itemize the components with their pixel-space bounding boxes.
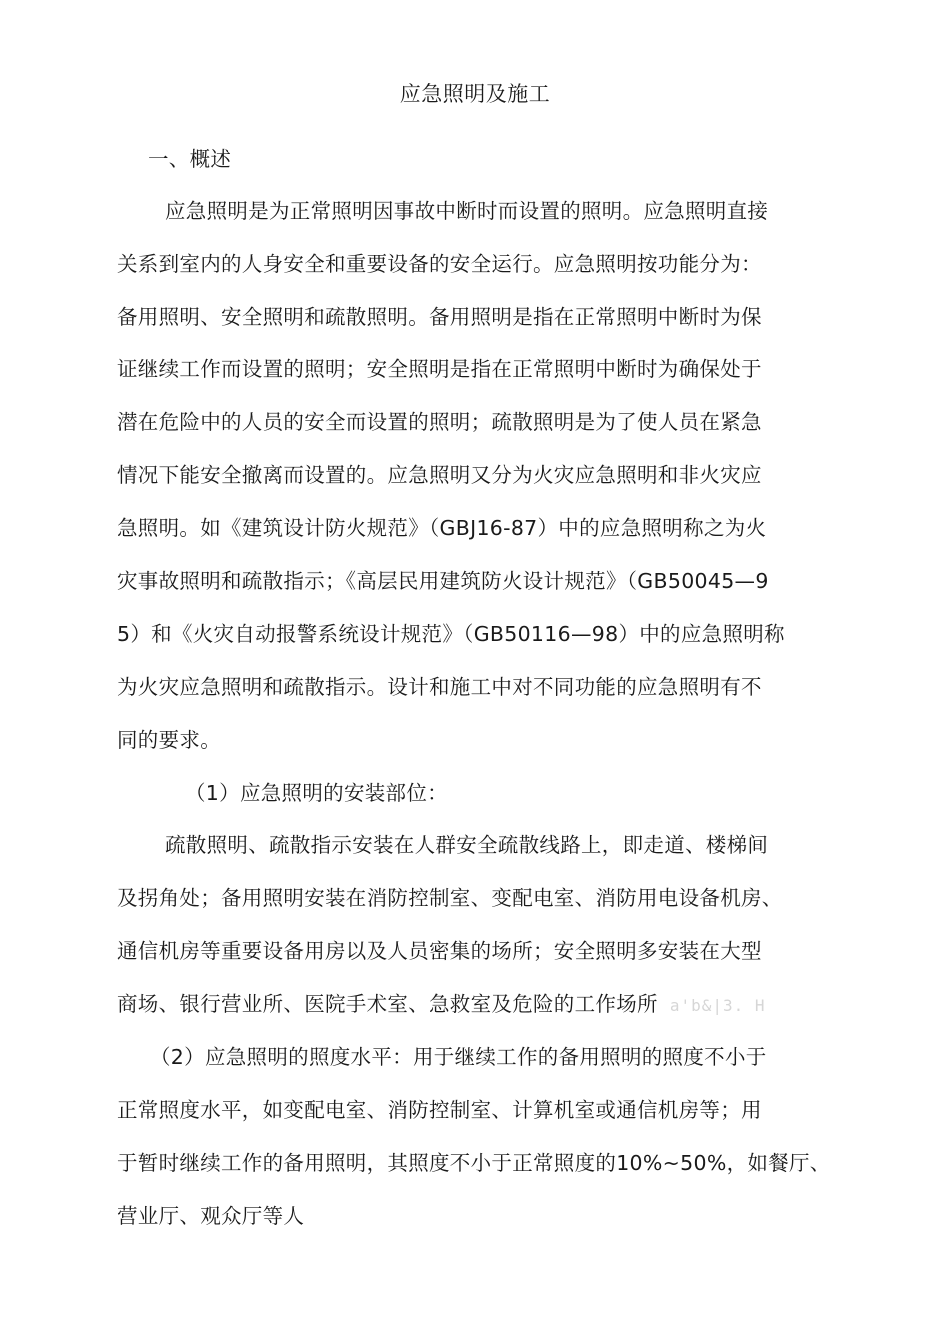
- paragraph-line: （2）应急照明的照度水平：用于继续工作的备用照明的照度不小于: [150, 1045, 767, 1069]
- paragraph-line: 证继续工作而设置的照明；安全照明是指在正常照明中断时为确保处于: [117, 357, 762, 381]
- paragraph-line-text: 商场、银行营业所、医院手术室、急救室及危险的工作场所: [117, 992, 658, 1016]
- faint-artifact-text: a'b&|3. H: [669, 996, 766, 1015]
- paragraph-line: 营业厅、观众厅等人: [117, 1204, 305, 1228]
- paragraph-line: [117, 990, 766, 1020]
- section-heading-overview: 一、概述: [148, 147, 232, 171]
- paragraph-line: 情况下能安全撤离而设置的。应急照明又分为火灾应急照明和非火灾应: [117, 463, 762, 487]
- paragraph-line: 为火灾应急照明和疏散指示。设计和施工中对不同功能的应急照明有不: [117, 675, 762, 699]
- paragraph-line: 5）和《火灾自动报警系统设计规范》（GB50116—98）中的应急照明称: [117, 622, 785, 646]
- paragraph-line: 通信机房等重要设备用房以及人员密集的场所；安全照明多安装在大型: [117, 939, 762, 963]
- paragraph-line: 灾事故照明和疏散指示；《高层民用建筑防火设计规范》（GB50045—9: [117, 569, 769, 593]
- paragraph-line: 疏散照明、疏散指示安装在人群安全疏散线路上，即走道、楼梯间: [165, 833, 769, 857]
- paragraph-line: 应急照明是为正常照明因事故中断时而设置的照明。应急照明直接: [165, 199, 769, 223]
- paragraph-line: 正常照度水平，如变配电室、消防控制室、计算机室或通信机房等；用: [117, 1098, 762, 1122]
- paragraph-line: 及拐角处；备用照明安装在消防控制室、变配电室、消防用电设备机房、: [117, 886, 783, 910]
- paragraph-line: 潜在危险中的人员的安全而设置的照明；疏散照明是为了使人员在紧急: [117, 410, 762, 434]
- paragraph-line: 关系到室内的人身安全和重要设备的安全运行。应急照明按功能分为：: [117, 252, 762, 276]
- subheading-installation-locations: （1）应急照明的安装部位：: [185, 781, 448, 805]
- paragraph-line: 备用照明、安全照明和疏散照明。备用照明是指在正常照明中断时为保: [117, 305, 762, 329]
- paragraph-line: 于暂时继续工作的备用照明，其照度不小于正常照度的10%~50%，如餐厅、: [117, 1151, 831, 1175]
- paragraph-line: 急照明。如《建筑设计防火规范》（GBJ16-87）中的应急照明称之为火: [117, 516, 767, 540]
- paragraph-line: 同的要求。: [117, 728, 221, 752]
- document-title: 应急照明及施工: [399, 82, 551, 106]
